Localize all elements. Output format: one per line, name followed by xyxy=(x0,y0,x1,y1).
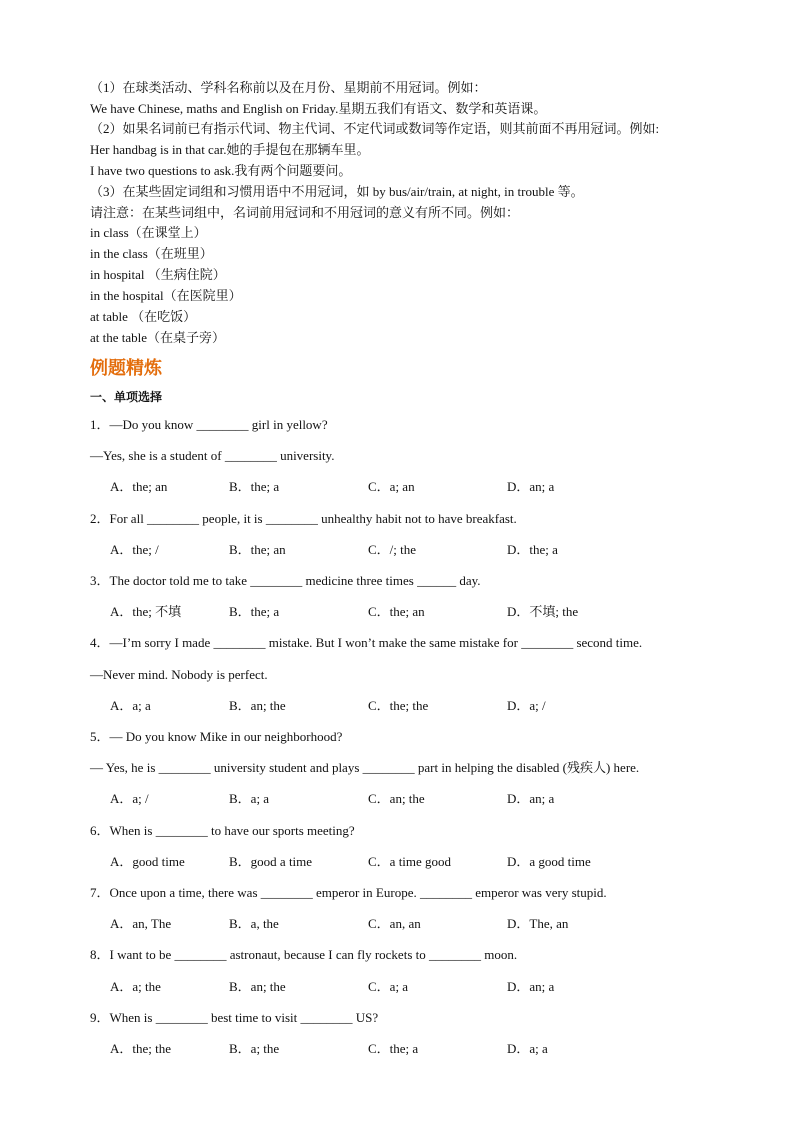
question-stem-continued: —Never mind. Nobody is perfect. xyxy=(90,667,268,682)
option-b[interactable]: B．an; the xyxy=(229,698,286,713)
option-b[interactable]: B．the; a xyxy=(229,479,280,494)
option-d[interactable]: D．a; / xyxy=(507,698,546,713)
note-line: I have two questions to ask.我有两个问题要问。 xyxy=(90,163,352,178)
option-d[interactable]: D．an; a xyxy=(507,979,555,994)
option-a[interactable]: A．a; / xyxy=(110,791,149,806)
question-stem: 5．— Do you know Mike in our neighborhood? xyxy=(90,729,343,744)
note-line: （3）在某些固定词组和习惯用语中不用冠词，如 by bus/air/train, at night, in trouble 等。 xyxy=(90,184,584,199)
note-line: （1）在球类活动、学科名称前以及在月份、星期前不用冠词。例如： xyxy=(90,80,487,95)
note-line: Her handbag is in that car.她的手提包在那辆车里。 xyxy=(90,142,370,157)
option-d[interactable]: D．the; a xyxy=(507,542,558,557)
option-c[interactable]: C．/; the xyxy=(368,542,417,557)
option-d[interactable]: D．a; a xyxy=(507,1041,548,1056)
note-line: We have Chinese, maths and English on Friday.星期五我们有语文、数学和英语课。 xyxy=(90,101,547,116)
options-row xyxy=(110,978,710,996)
option-b[interactable]: B．the; an xyxy=(229,542,286,557)
option-c[interactable]: C．a time good xyxy=(368,854,452,869)
question-stem: 4．—I’m sorry I made ________ mistake. But I won’t make the same mistake for ________ second time. xyxy=(90,635,643,650)
option-c[interactable]: C．the; a xyxy=(368,1041,419,1056)
option-d[interactable]: D．a good time xyxy=(507,854,591,869)
note-line: 请注意：在某些词组中，名词前用冠词和不用冠词的意义有所不同。例如： xyxy=(90,205,520,220)
option-c[interactable]: C．a; an xyxy=(368,479,415,494)
options-row xyxy=(110,790,710,808)
note-line: （2）如果名词前已有指示代词、物主代词、不定代词或数词等作定语，则其前面不再用冠词。例如: xyxy=(90,121,660,136)
question-stem: 1．—Do you know ________ girl in yellow? xyxy=(90,417,328,432)
option-c[interactable]: C．a; a xyxy=(368,979,409,994)
question-stem: 9．When is ________ best time to visit ________ US? xyxy=(90,1010,379,1025)
option-b[interactable]: B．an; the xyxy=(229,979,286,994)
option-c[interactable]: C．an, an xyxy=(368,916,421,931)
section-title: 一、单项选择 xyxy=(90,390,163,404)
option-d[interactable]: D．不填; the xyxy=(507,604,579,619)
note-line: in hospital （生病住院） xyxy=(90,267,226,282)
option-d[interactable]: D．an; a xyxy=(507,479,555,494)
option-a[interactable]: A．the; the xyxy=(110,1041,172,1056)
option-a[interactable]: A．the; / xyxy=(110,542,159,557)
options-row xyxy=(110,1040,710,1058)
note-line: at the table（在桌子旁） xyxy=(90,330,226,345)
option-b[interactable]: B．good a time xyxy=(229,854,313,869)
note-line: in the hospital（在医院里） xyxy=(90,288,242,303)
option-a[interactable]: A．good time xyxy=(110,854,185,869)
option-b[interactable]: B．a; a xyxy=(229,791,270,806)
question-stem-continued: —Yes, she is a student of ________ university. xyxy=(90,448,335,463)
options-row xyxy=(110,603,710,621)
option-b[interactable]: B．the; a xyxy=(229,604,280,619)
option-d[interactable]: D．The, an xyxy=(507,916,569,931)
option-a[interactable]: A．a; a xyxy=(110,698,151,713)
options-row xyxy=(110,915,710,933)
option-c[interactable]: C．the; an xyxy=(368,604,425,619)
options-row xyxy=(110,541,710,559)
question-stem: 3．The doctor told me to take ________ medicine three times ______ day. xyxy=(90,573,481,588)
option-b[interactable]: B．a; the xyxy=(229,1041,280,1056)
question-stem: 2．For all ________ people, it is ________ unhealthy habit not to have breakfast. xyxy=(90,511,517,526)
options-row xyxy=(110,697,710,715)
option-a[interactable]: A．the; 不填 xyxy=(110,604,182,619)
note-line: at table （在吃饭） xyxy=(90,309,197,324)
options-row xyxy=(110,853,710,871)
option-a[interactable]: A．a; the xyxy=(110,979,161,994)
option-c[interactable]: C．the; the xyxy=(368,698,429,713)
question-stem: 8．I want to be ________ astronaut, because I can fly rockets to ________ moon. xyxy=(90,947,518,962)
note-line: in the class（在班里） xyxy=(90,246,213,261)
option-a[interactable]: A．an, The xyxy=(110,916,172,931)
question-stem-continued: — Yes, he is ________ university student and plays ________ part in helping the disabled (残疾人) here. xyxy=(90,760,640,775)
options-row xyxy=(110,478,710,496)
option-a[interactable]: A．the; an xyxy=(110,479,168,494)
note-line: in class（在课堂上） xyxy=(90,225,207,240)
question-stem: 6．When is ________ to have our sports meeting? xyxy=(90,823,355,838)
section-heading: 例题精炼 xyxy=(90,358,162,379)
option-b[interactable]: B．a, the xyxy=(229,916,279,931)
option-c[interactable]: C．an; the xyxy=(368,791,425,806)
question-stem: 7．Once upon a time, there was ________ emperor in Europe. ________ emperor was very stupid. xyxy=(90,885,607,900)
option-d[interactable]: D．an; a xyxy=(507,791,555,806)
